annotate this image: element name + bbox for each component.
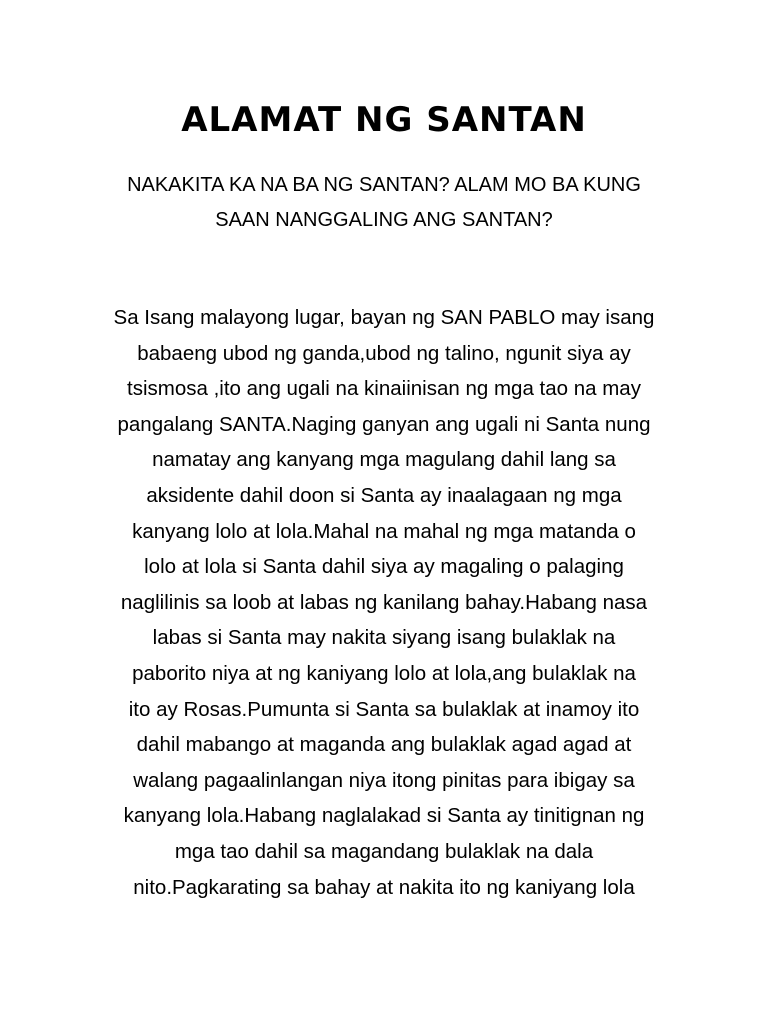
body-line: Sa Isang malayong lugar, bayan ng SAN PABLO may isang bbox=[113, 306, 655, 329]
body-line: kanyang lola.Habang naglalakad si Santa ay tinitignan ng bbox=[123, 804, 645, 828]
body-line: pangalang SANTA.Naging ganyan ang ugali ni Santa nung bbox=[117, 412, 651, 436]
body-line: kanyang lolo at lola.Mahal na mahal ng mga matanda o bbox=[132, 519, 636, 543]
document-subtitle bbox=[90, 168, 678, 238]
body-line: aksidente dahil doon si Santa ay inaalagaan ng mga bbox=[146, 483, 622, 507]
subtitle-line: SAAN NANGGALING ANG SANTAN? bbox=[215, 209, 553, 231]
document-body bbox=[60, 300, 708, 905]
body-line: nito.Pagkarating sa bahay at nakita ito ng kaniyang lola bbox=[133, 875, 635, 899]
body-line: ito ay Rosas.Pumunta si Santa sa bulaklak at inamoy ito bbox=[128, 697, 640, 721]
body-line: lolo at lola si Santa dahil siya ay magaling o palaging bbox=[144, 555, 624, 579]
document-title: ALAMAT NG SANTAN bbox=[181, 100, 587, 140]
body-line: walang pagaalinlangan niya itong pinitas para ibigay sa bbox=[133, 768, 635, 792]
body-line: dahil mabango at maganda ang bulaklak agad agad at bbox=[136, 733, 632, 757]
body-line: tsismosa ,ito ang ugali na kinaiinisan ng mga tao na may bbox=[127, 377, 641, 401]
body-line: mga tao dahil sa magandang bulaklak na dala bbox=[174, 839, 594, 863]
subtitle-line: NAKAKITA KA NA BA NG SANTAN? ALAM MO BA KUNG bbox=[127, 174, 641, 196]
body-line: babaeng ubod ng ganda,ubod ng talino, ngunit siya ay bbox=[137, 341, 631, 365]
body-line: labas si Santa may nakita siyang isang bulaklak na bbox=[152, 626, 616, 650]
body-line: paborito niya at ng kaniyang lolo at lola,ang bulaklak na bbox=[132, 661, 636, 685]
body-line: naglilinis sa loob at labas ng kanilang bahay.Habang nasa bbox=[120, 590, 648, 614]
body-line: namatay ang kanyang mga magulang dahil lang sa bbox=[152, 448, 616, 472]
